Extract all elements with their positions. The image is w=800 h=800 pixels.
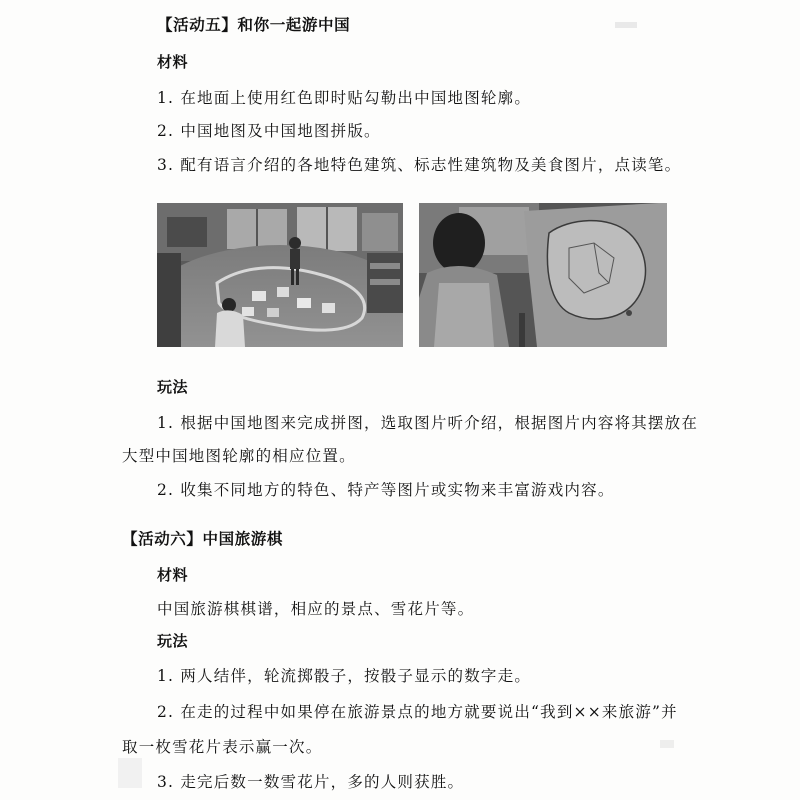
activity5-play-item-1-continued: 大型中国地图轮廓的相应位置。 xyxy=(122,447,356,465)
activity5-materials-title: 材料 xyxy=(157,53,189,71)
activity5-material-item-1: 1. 在地面上使用红色即时贴勾勒出中国地图轮廓。 xyxy=(157,89,532,107)
activity6-material-item: 中国旅游棋棋谱，相应的景点、雪花片等。 xyxy=(157,600,475,618)
activity5-material-item-3: 3. 配有语言介绍的各地特色建筑、标志性建筑物及美食图片，点读笔。 xyxy=(157,156,682,174)
activity6-play-item-3: 3. 走完后数一数雪花片，多的人则获胜。 xyxy=(157,773,465,791)
activity6-play-item-2-continued: 取一枚雪花片表示赢一次。 xyxy=(122,738,323,756)
activity5-play-item-2: 2. 收集不同地方的特色、特产等图片或实物来丰富游戏内容。 xyxy=(157,481,615,499)
children-playing-on-floor-map-photo xyxy=(157,203,403,347)
activity5-heading: 【活动五】和你一起游中国 xyxy=(157,16,351,34)
scan-mark xyxy=(118,758,142,788)
activity6-play-title: 玩法 xyxy=(157,632,189,650)
activity6-play-item-1: 1. 两人结伴，轮流掷骰子，按骰子显示的数字走。 xyxy=(157,667,532,685)
activity5-play-item-1: 1. 根据中国地图来完成拼图，选取图片听介绍，根据图片内容将其摆放在 xyxy=(157,414,699,432)
activity5-material-item-2: 2. 中国地图及中国地图拼版。 xyxy=(157,122,381,140)
activity6-play-item-2: 2. 在走的过程中如果停在旅游景点的地方就要说出“我到××来旅游”并 xyxy=(157,703,678,721)
activity6-heading: 【活动六】中国旅游棋 xyxy=(122,530,284,548)
activity5-play-title: 玩法 xyxy=(157,378,189,396)
child-viewing-wall-map-photo xyxy=(419,203,667,347)
scan-mark xyxy=(660,740,674,748)
scan-mark xyxy=(615,22,637,28)
activity6-materials-title: 材料 xyxy=(157,566,189,584)
